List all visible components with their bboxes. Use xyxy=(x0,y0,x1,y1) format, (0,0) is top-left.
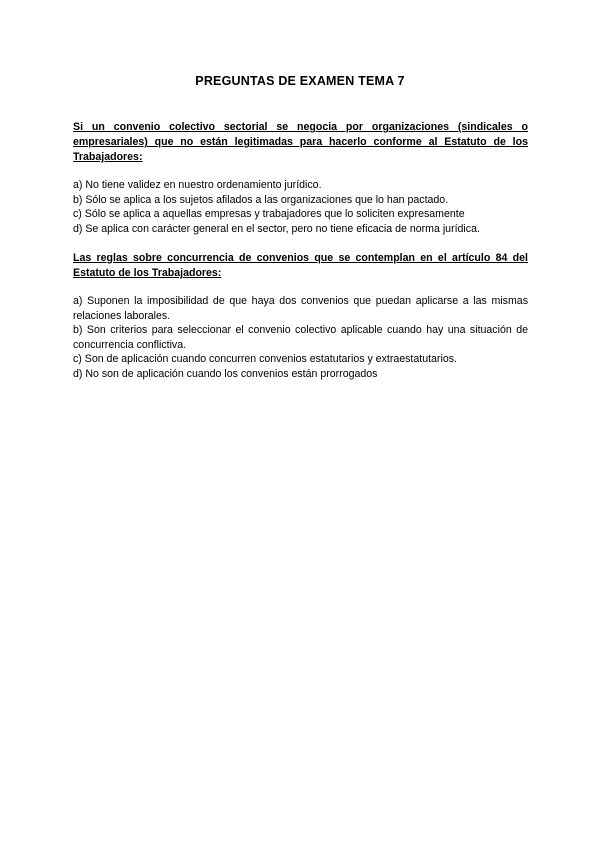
document-title: PREGUNTAS DE EXAMEN TEMA 7 xyxy=(195,74,405,88)
question-2-option-a: a) Suponen la imposibilidad de que haya dos convenios que puedan aplicarse a las mismas relaciones laborales. xyxy=(73,295,528,322)
question-2-option-d: d) No son de aplicación cuando los convenios están prorrogados xyxy=(73,367,378,380)
question-1-option-c: c) Sólo se aplica a aquellas empresas y trabajadores que lo soliciten expresamente xyxy=(73,208,465,221)
question-1-option-b: b) Sólo se aplica a los sujetos afilados a las organizaciones que lo han pactado. xyxy=(73,193,449,206)
question-2-option-b: b) Son criterios para seleccionar el convenio colectivo aplicable cuando hay una situación de concurrencia conflictiva. xyxy=(73,324,528,351)
question-1-text: Si un convenio colectivo sectorial se negocia por organizaciones (sindicales o empresariales) que no están legitimadas para hacerlo conforme al Estatuto de los Trabajadores: xyxy=(73,121,528,163)
question-1-option-d: d) Se aplica con carácter general en el sector, pero no tiene eficacia de norma jurídica. xyxy=(73,222,480,235)
question-2-option-c: c) Son de aplicación cuando concurren convenios estatutarios y extraestatutarios. xyxy=(73,353,457,366)
question-2-text: Las reglas sobre concurrencia de convenios que se contemplan en el artículo 84 del Estatuto de los Trabajadores: xyxy=(73,252,528,279)
question-1-options xyxy=(73,178,528,236)
question-2-options xyxy=(73,294,528,382)
question-1-option-a: a) No tiene validez en nuestro ordenamiento jurídico. xyxy=(73,179,322,191)
